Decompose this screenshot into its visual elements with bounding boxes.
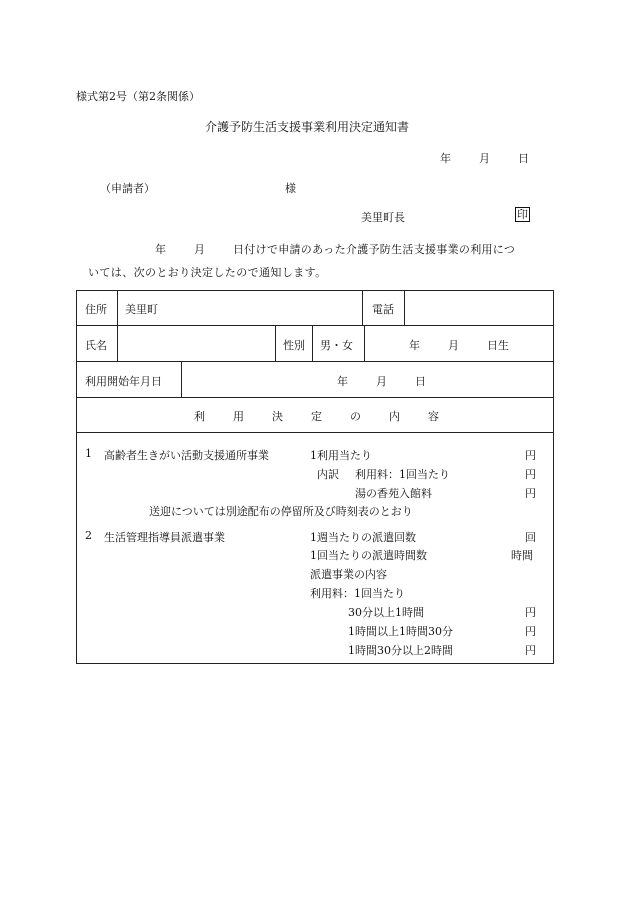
section1-number: 1 bbox=[85, 447, 92, 460]
issue-date-day: 日 bbox=[518, 152, 529, 165]
col-divider bbox=[312, 325, 313, 361]
birth-month: 月 bbox=[448, 339, 459, 352]
section2-hours-per-visit: 1回当たりの派遣時間数 bbox=[310, 549, 427, 562]
row-divider bbox=[77, 397, 553, 398]
body-line1: 日付けで申請のあった介護予防生活支援事業の利用につ bbox=[233, 243, 516, 256]
decision-header-char: 内 bbox=[389, 410, 400, 423]
start-date-label: 利用開始年月日 bbox=[85, 375, 162, 388]
birth-year: 年 bbox=[409, 339, 420, 352]
section2-tier1-unit: 円 bbox=[525, 606, 536, 619]
section2-weekly-visits-unit: 回 bbox=[525, 531, 536, 544]
seal-text: 印 bbox=[517, 208, 528, 221]
section2-weekly-visits: 1週当たりの派遣回数 bbox=[310, 531, 416, 544]
body-line2: いては、次のとおり決定したので通知します。 bbox=[88, 266, 327, 279]
decision-header-char: 用 bbox=[233, 410, 244, 423]
decision-header-char: 決 bbox=[272, 410, 283, 423]
section1-fee-unit: 円 bbox=[525, 468, 536, 481]
section1-breakdown-label: 内訳 bbox=[317, 468, 339, 481]
issue-date-month: 月 bbox=[479, 152, 490, 165]
decision-header-char: 利 bbox=[194, 410, 205, 423]
section1-per-use: 1利用当たり bbox=[310, 449, 372, 462]
section2-tier3-unit: 円 bbox=[525, 644, 536, 657]
start-year: 年 bbox=[337, 375, 348, 388]
section1-bath-unit: 円 bbox=[525, 487, 536, 500]
start-day: 日 bbox=[415, 375, 426, 388]
section2-name: 生活管理指導員派遣事業 bbox=[104, 531, 225, 544]
col-divider bbox=[275, 325, 276, 361]
gender-options: 男・女 bbox=[320, 339, 353, 352]
gender-label: 性別 bbox=[283, 339, 305, 352]
form-number: 様式第2号（第2条関係） bbox=[76, 90, 200, 103]
col-divider bbox=[404, 291, 405, 325]
section1-bath: 湯の香苑入館料 bbox=[355, 487, 432, 500]
section2-tier2: 1時間以上1時間30分 bbox=[348, 625, 453, 638]
phone-label: 電話 bbox=[372, 303, 394, 316]
col-divider bbox=[117, 291, 118, 361]
row-divider bbox=[77, 325, 553, 326]
section2-content: 派遣事業の内容 bbox=[310, 568, 387, 581]
section1-per-use-unit: 円 bbox=[525, 449, 536, 462]
section2-hours-unit: 時間 bbox=[511, 549, 533, 562]
section2-tier3: 1時間30分以上2時間 bbox=[348, 644, 453, 657]
decision-table bbox=[76, 290, 554, 664]
issue-date-year: 年 bbox=[440, 152, 451, 165]
decision-header-char: 容 bbox=[428, 410, 439, 423]
col-divider bbox=[362, 291, 363, 325]
document-title: 介護予防生活支援事業利用決定通知書 bbox=[205, 120, 410, 134]
applicant-honorific: 様 bbox=[285, 182, 296, 195]
section2-number: 2 bbox=[85, 529, 92, 542]
address-label: 住所 bbox=[85, 303, 107, 316]
section1-fee: 利用料：1回当たり bbox=[355, 468, 450, 481]
body-month: 月 bbox=[194, 243, 205, 256]
section1-name: 高齢者生きがい活動支援通所事業 bbox=[104, 449, 269, 462]
section2-tier2-unit: 円 bbox=[525, 625, 536, 638]
col-divider bbox=[181, 361, 182, 397]
row-divider bbox=[77, 432, 553, 433]
address-value: 美里町 bbox=[125, 303, 158, 316]
decision-header-char: 定 bbox=[311, 410, 322, 423]
decision-header-char: の bbox=[350, 410, 361, 423]
name-label: 氏名 bbox=[85, 339, 107, 352]
issuer-name: 美里町長 bbox=[361, 211, 405, 224]
section2-tier1: 30分以上1時間 bbox=[348, 606, 424, 619]
body-year: 年 bbox=[155, 243, 166, 256]
birth-day: 日生 bbox=[487, 339, 509, 352]
col-divider bbox=[364, 325, 365, 361]
seal-mark bbox=[515, 207, 530, 222]
applicant-label: （申請者） bbox=[100, 182, 155, 195]
section1-transport-note: 送迎については別途配布の停留所及び時刻表のとおり bbox=[149, 505, 413, 518]
row-divider bbox=[77, 361, 553, 362]
start-month: 月 bbox=[376, 375, 387, 388]
section2-fee-label: 利用料：1回当たり bbox=[310, 587, 405, 600]
